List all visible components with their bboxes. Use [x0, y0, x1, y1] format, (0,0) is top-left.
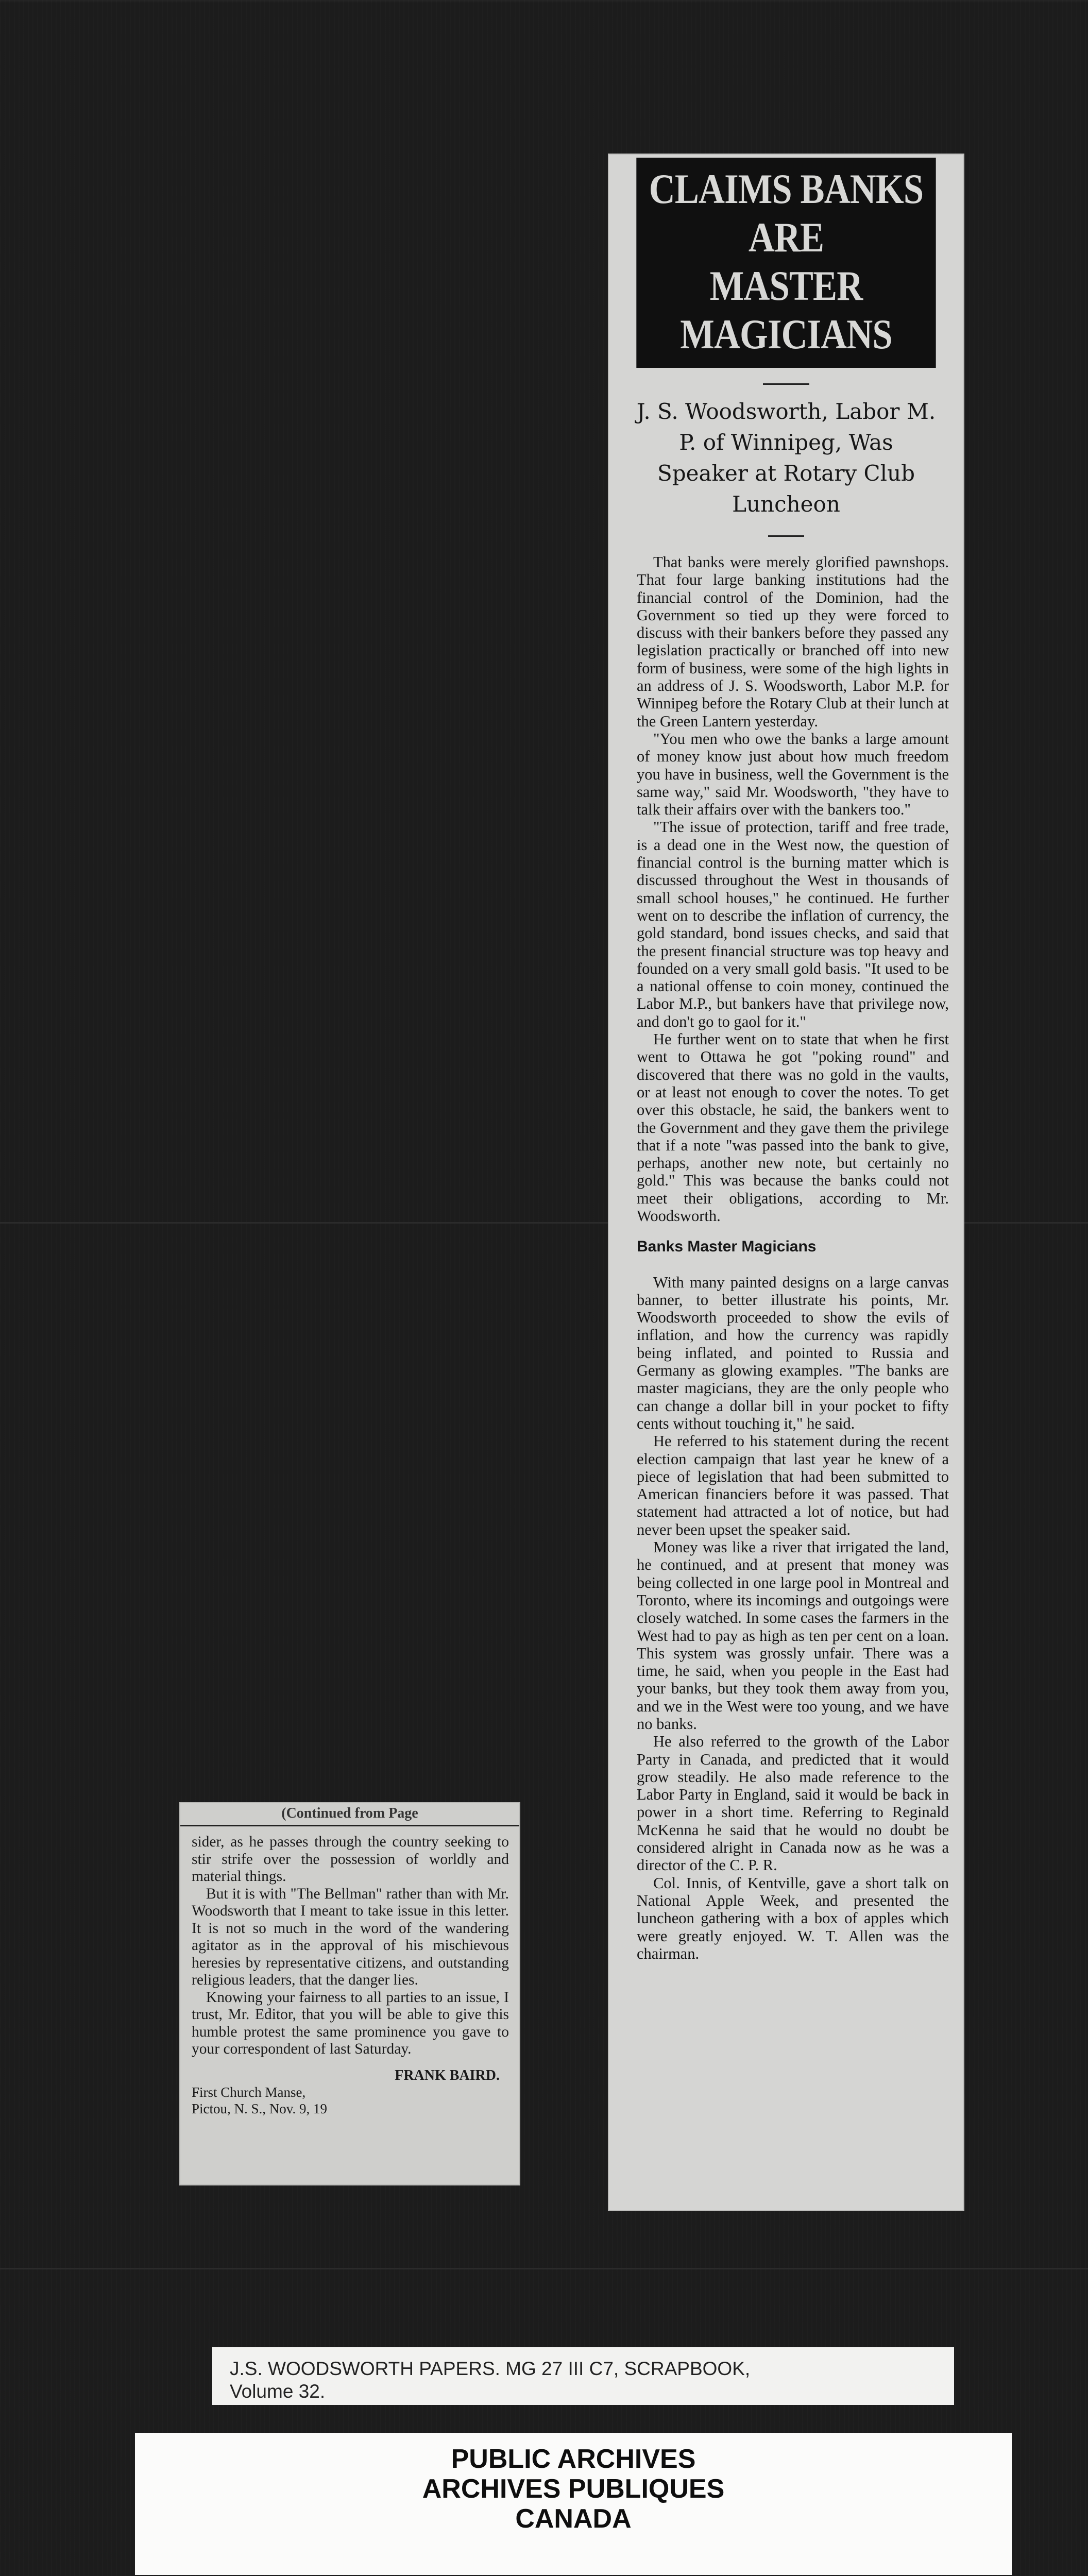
- dateline: First Church Manse,: [192, 2084, 306, 2100]
- article-paragraph: With many painted designs on a large canvas banner, to better illustrate his points, Mr. Woodsworth proceeded to show the evils of inflation, and how the currency was rapidly being inflated, and pointed to Russia and Germany as glowing examples. "The banks are master magicians, they are the only people who can change a dollar bill in your pocket to fifty cents without touching it," he said.: [637, 1273, 949, 1432]
- article-paragraph: "You men who owe the banks a large amount of money know just about how much freedom you have in business, well the Government is the same way," said Mr. Woodsworth, "they have to talk their affairs over with the bankers too.": [637, 730, 949, 819]
- dateline: Pictou, N. S., Nov. 9, 19: [192, 2100, 328, 2116]
- film-band: [0, 2268, 1088, 2269]
- archive-reference-label: [212, 2347, 954, 2405]
- subheadline-line: J. S. Woodsworth, Labor M.: [636, 399, 936, 424]
- stamp-line: PUBLIC ARCHIVES: [451, 2444, 696, 2474]
- article-paragraph: Money was like a river that irrigated the land, he continued, and at present that money was being collected in one large pool in Montreal and Toronto, where its incomings and outgoings were closely watched. In some cases the farmers in the West had to pay as high as ten per cent on a loan. This system was grossly unfair. There was a time, he said, when you people in the East had your banks, but they took them away from you, and we in the West were too young, and we have no banks.: [637, 1538, 949, 1733]
- headline-line: MASTER MAGICIANS: [680, 262, 892, 358]
- divider: [763, 383, 809, 385]
- divider: [768, 535, 804, 537]
- newspaper-clipping-letter: [180, 1803, 519, 2184]
- subheadline-line: Speaker at Rotary Club: [657, 461, 915, 486]
- subheadline-line: Luncheon: [732, 492, 840, 517]
- continued-line: (Continued from Page: [180, 1803, 519, 1826]
- letter-paragraph: But it is with "The Bellman" rather than with Mr. Woodsworth that I meant to take issue in this letter. It is not so much in the word of the wandering agitator as in the approval of his mischievous heresies by representative citizens, and outstanding religious leaders, that the danger lies.: [192, 1885, 509, 1988]
- letter-body: [180, 1834, 519, 2058]
- archive-stamp: [135, 2433, 1012, 2575]
- letter-paragraph: Knowing your fairness to all parties to an issue, I trust, Mr. Editor, that you will be able to give this humble protest the same prominence you gave to your correspondent of last Saturday.: [192, 1989, 509, 2057]
- headline-line: CLAIMS BANKS ARE: [649, 165, 924, 261]
- reference-line: J.S. WOODSWORTH PAPERS. MG 27 III C7, SCRAPBOOK,: [230, 2358, 751, 2379]
- reference-line: Volume 32.: [230, 2381, 326, 2402]
- article-body: [609, 553, 963, 1962]
- article-paragraph: "The issue of protection, tariff and free trade, is a dead one in the West now, the question of financial control is the burning matter which is discussed throughout the West in thousands of small school houses," he continued. He further went on to describe the inflation of currency, the gold standard, bond issues checks, and said that the present financial structure was top heavy and founded on a very small gold basis. "It used to be a national offense to coin money, continued the Labor M.P., but bankers have that privilege now, and don't go to gaol for it.": [637, 818, 949, 1030]
- article-paragraph: He also referred to the growth of the Labor Party in Canada, and predicted that it would grow steadily. He also made reference to the Labor Party in England, said it would be back in power in a short time. Referring to Reginald McKenna he said that he would no doubt be considered alright in Canada now as he was a director of the C. P. R.: [637, 1733, 949, 1874]
- article-paragraph: He referred to his statement during the recent election campaign that last year he knew of a piece of legislation that had been submitted to American financiers before it was passed. That statement had attracted a lot of notice, but had never been upset the speaker said.: [637, 1432, 949, 1538]
- article-paragraph: He further went on to state that when he first went to Ottawa he got "poking round" and discovered that there was no gold in the vaults, or at least not enough to cover the notes. To get over this obstacle, he said, the bankers went to the Government and they gave them the privilege that if a note "was passed into the bank to give, perhaps, another new note, but certainly no gold." This was because the banks could not meet their obligations, according to Mr. Woodsworth.: [637, 1030, 949, 1225]
- newspaper-clipping-main: [609, 155, 963, 2210]
- subheadline-line: P. of Winnipeg, Was: [679, 430, 893, 455]
- signature: FRANK BAIRD.: [395, 2067, 500, 2083]
- article-paragraph: Col. Innis, of Kentville, gave a short talk on National Apple Week, and presented the luncheon gathering with a box of apples which were greatly enjoyed. W. T. Allen was the chairman.: [637, 1874, 949, 1962]
- stamp-line: CANADA: [515, 2504, 632, 2534]
- article-paragraph: That banks were merely glorified pawnshops. That four large banking institutions had the financial control of the Dominion, had the Government so tied up they were forced to discuss with their bankers before they passed any legislation practically or branched off into new form of business, were some of the high lights in an address of J. S. Woodsworth, Labor M.P. for Winnipeg before the Rotary Club at their lunch at the Green Lantern yesterday.: [637, 553, 949, 730]
- stamp-line: ARCHIVES PUBLIQUES: [422, 2474, 725, 2504]
- headline: [636, 158, 936, 368]
- letter-paragraph: sider, as he passes through the country seeking to stir strife over the possession of worldly and material things.: [192, 1834, 509, 1885]
- section-subhead: Banks Master Magicians: [637, 1238, 817, 1256]
- subheadline: [609, 396, 963, 520]
